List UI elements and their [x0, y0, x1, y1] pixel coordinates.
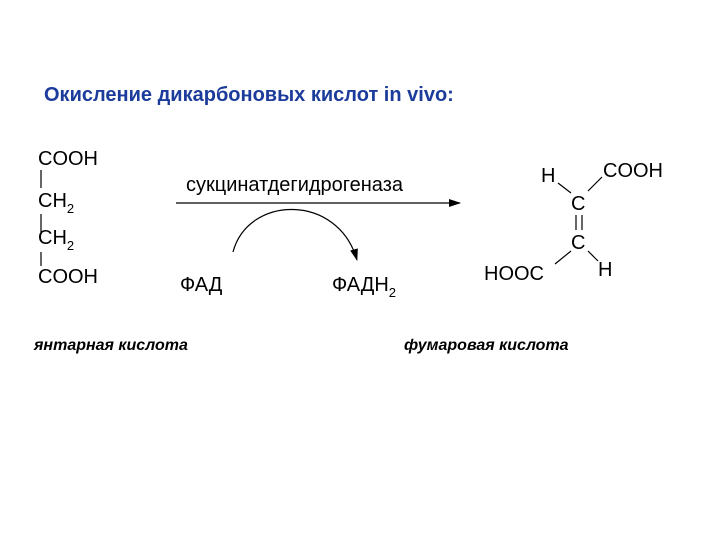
cofactor-fad: ФАД: [180, 274, 223, 296]
fumaric-bond-h-top: [558, 183, 571, 193]
fumaric-carbon-upper: C: [571, 193, 586, 215]
fumaric-h-bottom: H: [598, 259, 613, 281]
reaction-arrow-group: [176, 174, 460, 300]
fumaric-bond-cooh-top: [588, 177, 602, 191]
cofactor-fadh2: $ФАДН_2$: [332, 274, 396, 300]
cofactor-curved-arrow: [233, 209, 357, 260]
slide-title: Окисление дикарбоновых кислот in vivo:: [44, 84, 454, 106]
enzyme-label: сукцинатдегидрогеназа: [186, 174, 403, 196]
succinic-acid-label: янтарная кислота: [34, 337, 188, 354]
succinic-acid-structure: [38, 148, 98, 288]
fumaric-h-top: H: [541, 165, 556, 187]
succinic-bottom-cooh: COOH: [38, 266, 98, 288]
fumaric-carbon-lower: C: [571, 232, 586, 254]
succinic-top-cooh: COOH: [38, 148, 98, 170]
fumaric-bond-h-bottom: [588, 251, 598, 261]
fumaric-cooh-top: COOH: [603, 160, 663, 182]
fumaric-bond-hooc: [555, 251, 571, 264]
fumaric-acid-label: фумаровая кислота: [404, 337, 569, 354]
fumaric-hooc-bottom: HOOC: [484, 263, 544, 285]
succinic-ch2-upper: $CH_2$: [38, 190, 75, 216]
succinic-ch2-lower: $CH_2$: [38, 227, 75, 253]
fumaric-acid-structure: [484, 160, 663, 285]
